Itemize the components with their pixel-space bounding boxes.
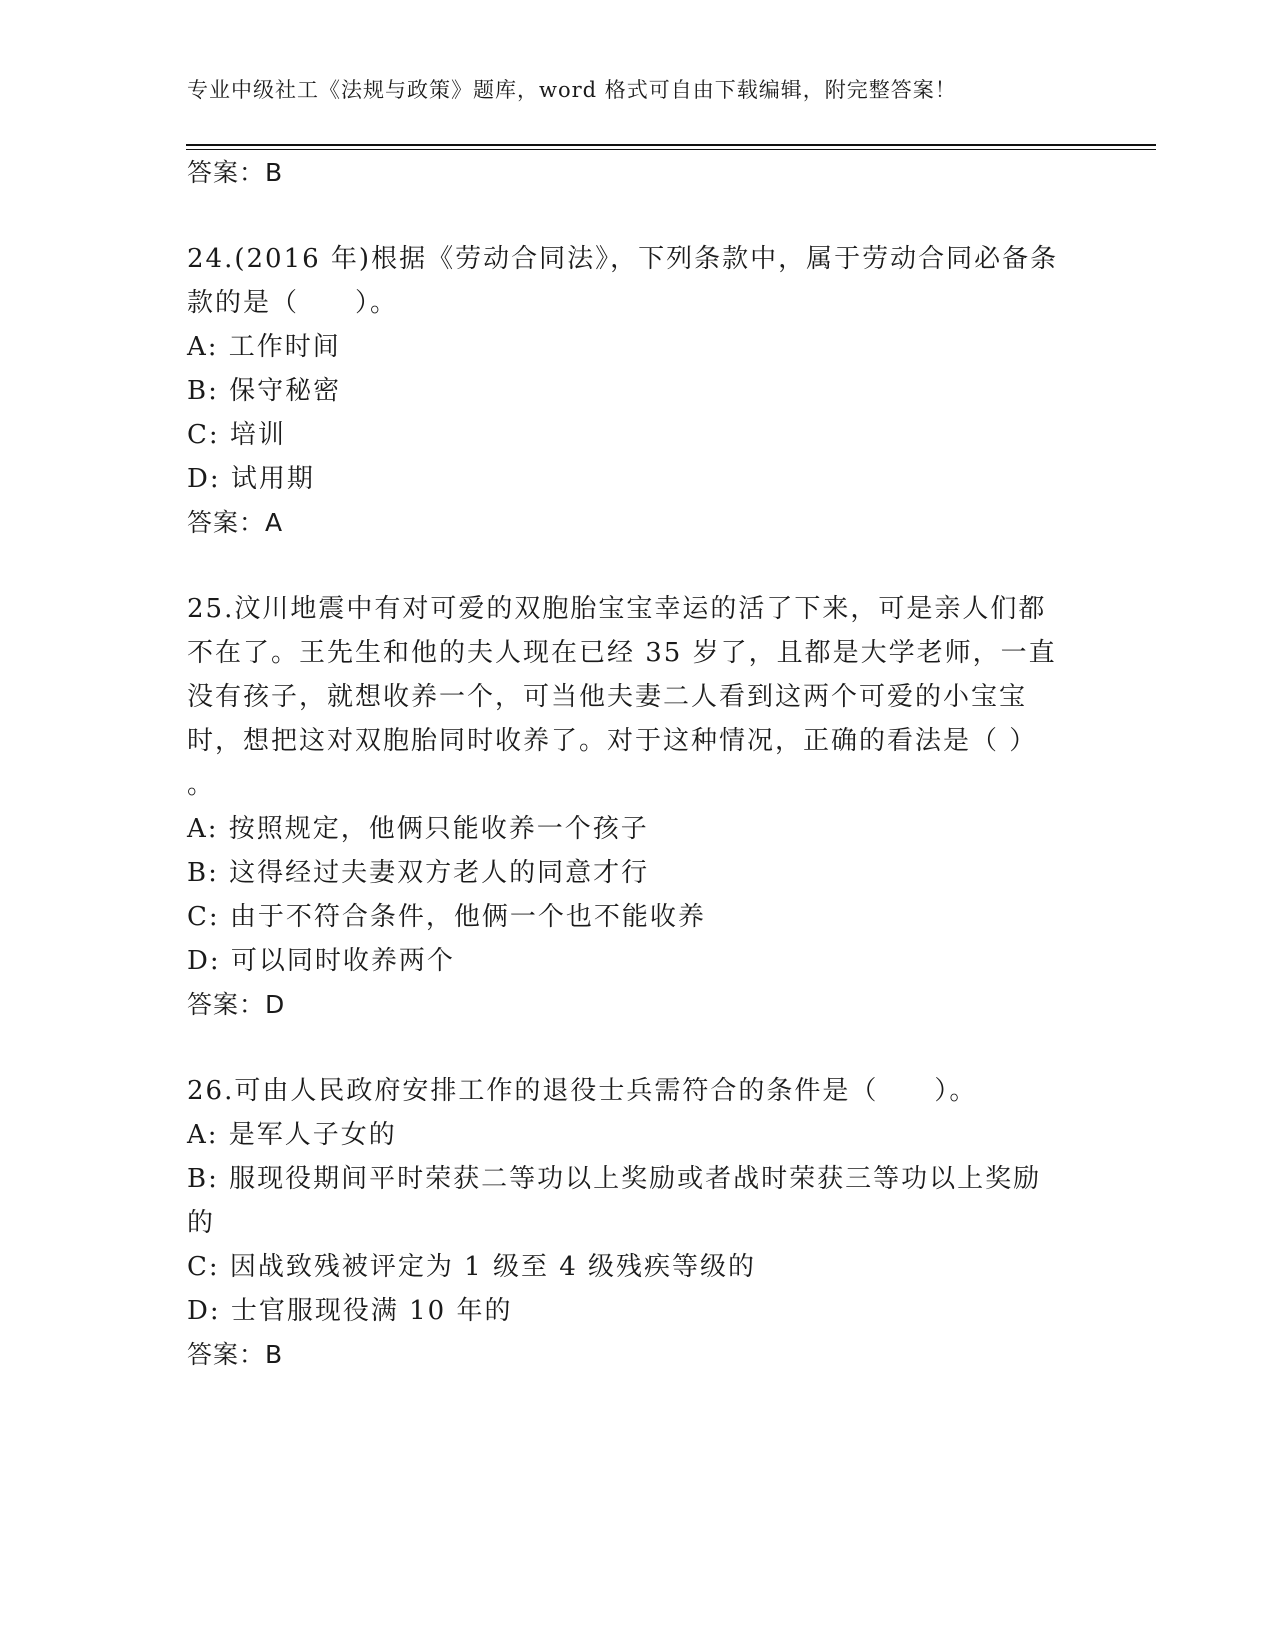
question-26-option-b: B: 服现役期间平时荣获二等功以上奖励或者战时荣获三等功以上奖励 [187, 1164, 1042, 1194]
question-25-option-b: B: 这得经过夫妻双方老人的同意才行 [187, 858, 650, 888]
question-25-stem-line-3: 没有孩子，就想收养一个，可当他夫妻二人看到这两个可爱的小宝宝 [187, 682, 1028, 712]
question-25-stem-line-2: 不在了。王先生和他的夫人现在已经 35 岁了，且都是大学老师，一直 [187, 638, 1057, 668]
question-26-option-b-cont: 的 [187, 1208, 216, 1238]
question-25-option-a: A: 按照规定，他俩只能收养一个孩子 [187, 814, 649, 844]
answer-line: 答案：B [187, 158, 284, 187]
question-24-stem-line-1: 24.(2016 年)根据《劳动合同法》，下列条款中，属于劳动合同必备条 [187, 244, 1059, 274]
question-25-option-d: D: 可以同时收养两个 [187, 946, 455, 976]
question-25-stem-line-5: 。 [187, 770, 216, 800]
question-26-stem-line-1: 26.可由人民政府安排工作的退役士兵需符合的条件是（ ）。 [187, 1076, 978, 1106]
question-24-answer: 答案：A [187, 508, 284, 537]
question-25-answer: 答案：D [187, 990, 286, 1019]
question-26-option-c: C: 因战致残被评定为 1 级至 4 级残疾等级的 [187, 1252, 757, 1282]
question-24-option-c: C: 培训 [187, 420, 286, 450]
page-header: 专业中级社工《法规与政策》题库，word 格式可自由下载编辑，附完整答案！ [187, 78, 957, 102]
header-rule-thin [186, 149, 1156, 150]
question-26-answer: 答案：B [187, 1340, 284, 1369]
question-25-stem-line-1: 25.汶川地震中有对可爱的双胞胎宝宝幸运的活了下来，可是亲人们都 [187, 594, 1047, 624]
question-26-option-d: D: 士官服现役满 10 年的 [187, 1296, 513, 1326]
question-24-option-a: A: 工作时间 [187, 332, 341, 362]
header-rule [186, 144, 1156, 146]
question-25-option-c: C: 由于不符合条件，他俩一个也不能收养 [187, 902, 706, 932]
question-26-option-a: A: 是军人子女的 [187, 1120, 397, 1150]
question-24-stem-line-2: 款的是（ ）。 [187, 288, 399, 318]
question-25-stem-line-4: 时，想把这对双胞胎同时收养了。对于这种情况，正确的看法是（ ） [187, 726, 1038, 756]
question-24-option-b: B: 保守秘密 [187, 376, 342, 406]
question-24-option-d: D: 试用期 [187, 464, 315, 494]
